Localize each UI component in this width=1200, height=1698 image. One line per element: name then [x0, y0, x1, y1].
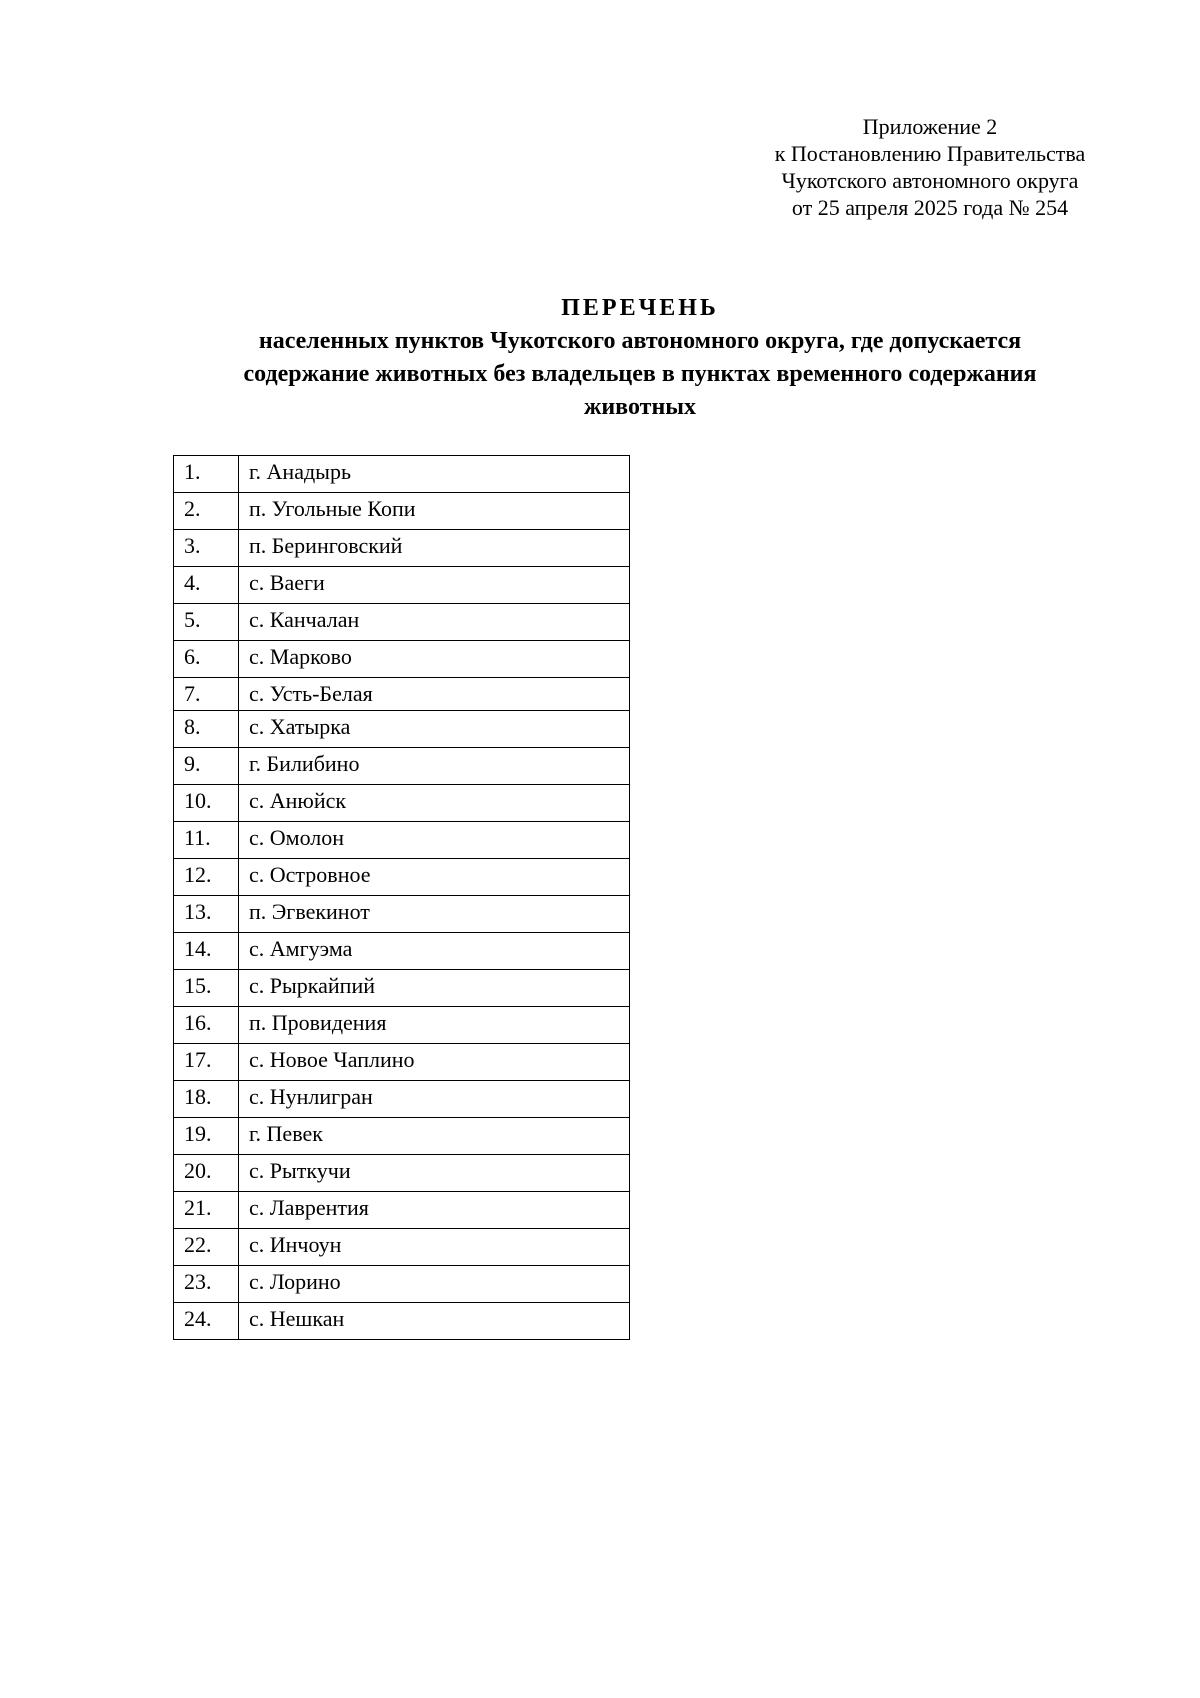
place-name: с. Усть-Белая — [239, 678, 630, 711]
appendix-authority: Чукотского автономного округа — [781, 168, 1079, 193]
document-heading — [160, 292, 1120, 424]
appendix-number: Приложение 2 — [862, 114, 998, 139]
table-row — [174, 567, 630, 604]
places-table — [173, 455, 630, 1340]
document-subtitle-line: населенных пунктов Чукотского автономного округа, где допускается — [258, 328, 1022, 354]
appendix-reference: к Постановлению Правительства — [774, 141, 1086, 166]
table-row — [174, 1044, 630, 1081]
table-row — [174, 1007, 630, 1044]
document-subtitle-line: животных — [583, 394, 697, 420]
table-row — [174, 604, 630, 641]
place-name: г. Анадырь — [239, 456, 630, 493]
table-row — [174, 1155, 630, 1192]
place-name: с. Канчалан — [239, 604, 630, 641]
table-row — [174, 822, 630, 859]
appendix-header — [740, 113, 1120, 221]
place-name: с. Анюйск — [239, 785, 630, 822]
place-name: с. Островное — [239, 859, 630, 896]
table-row — [174, 456, 630, 493]
row-number: 19. — [174, 1118, 239, 1155]
table-row — [174, 970, 630, 1007]
row-number: 23. — [174, 1266, 239, 1303]
place-name: с. Ваеги — [239, 567, 630, 604]
place-name: п. Провидения — [239, 1007, 630, 1044]
table-row — [174, 933, 630, 970]
place-name: с. Рыркайпий — [239, 970, 630, 1007]
row-number: 3. — [174, 530, 239, 567]
table-row — [174, 493, 630, 530]
row-number: 6. — [174, 641, 239, 678]
place-name: п. Беринговский — [239, 530, 630, 567]
row-number: 8. — [174, 711, 239, 748]
row-number: 12. — [174, 859, 239, 896]
row-number: 4. — [174, 567, 239, 604]
row-number: 16. — [174, 1007, 239, 1044]
table-row — [174, 748, 630, 785]
row-number: 17. — [174, 1044, 239, 1081]
place-name: с. Нешкан — [239, 1303, 630, 1340]
table-row — [174, 785, 630, 822]
table-row — [174, 711, 630, 748]
table-row — [174, 530, 630, 567]
table-row — [174, 859, 630, 896]
row-number: 15. — [174, 970, 239, 1007]
place-name: с. Хатырка — [239, 711, 630, 748]
place-name: с. Лаврентия — [239, 1192, 630, 1229]
table-row — [174, 641, 630, 678]
row-number: 20. — [174, 1155, 239, 1192]
row-number: 5. — [174, 604, 239, 641]
place-name: с. Марково — [239, 641, 630, 678]
appendix-date: от 25 апреля 2025 года № 254 — [791, 195, 1069, 220]
row-number: 7. — [174, 678, 239, 711]
place-name: с. Амгуэма — [239, 933, 630, 970]
place-name: с. Омолон — [239, 822, 630, 859]
row-number: 24. — [174, 1303, 239, 1340]
place-name: с. Инчоун — [239, 1229, 630, 1266]
row-number: 11. — [174, 822, 239, 859]
place-name: с. Новое Чаплино — [239, 1044, 630, 1081]
table-row — [174, 1118, 630, 1155]
table-row — [174, 896, 630, 933]
row-number: 10. — [174, 785, 239, 822]
row-number: 13. — [174, 896, 239, 933]
row-number: 14. — [174, 933, 239, 970]
place-name: п. Эгвекинот — [239, 896, 630, 933]
row-number: 21. — [174, 1192, 239, 1229]
row-number: 2. — [174, 493, 239, 530]
table-row — [174, 1303, 630, 1340]
table-row — [174, 1266, 630, 1303]
table-row — [174, 1081, 630, 1118]
row-number: 1. — [174, 456, 239, 493]
place-name: г. Певек — [239, 1118, 630, 1155]
document-subtitle-line: содержание животных без владельцев в пунктах временного содержания — [243, 361, 1037, 387]
place-name: с. Лорино — [239, 1266, 630, 1303]
document-title: ПЕРЕЧЕНЬ — [561, 295, 719, 321]
place-name: г. Билибино — [239, 748, 630, 785]
place-name: с. Рыткучи — [239, 1155, 630, 1192]
table-row — [174, 678, 630, 711]
place-name: с. Нунлигран — [239, 1081, 630, 1118]
row-number: 9. — [174, 748, 239, 785]
row-number: 22. — [174, 1229, 239, 1266]
table-row — [174, 1229, 630, 1266]
table-row — [174, 1192, 630, 1229]
place-name: п. Угольные Копи — [239, 493, 630, 530]
row-number: 18. — [174, 1081, 239, 1118]
